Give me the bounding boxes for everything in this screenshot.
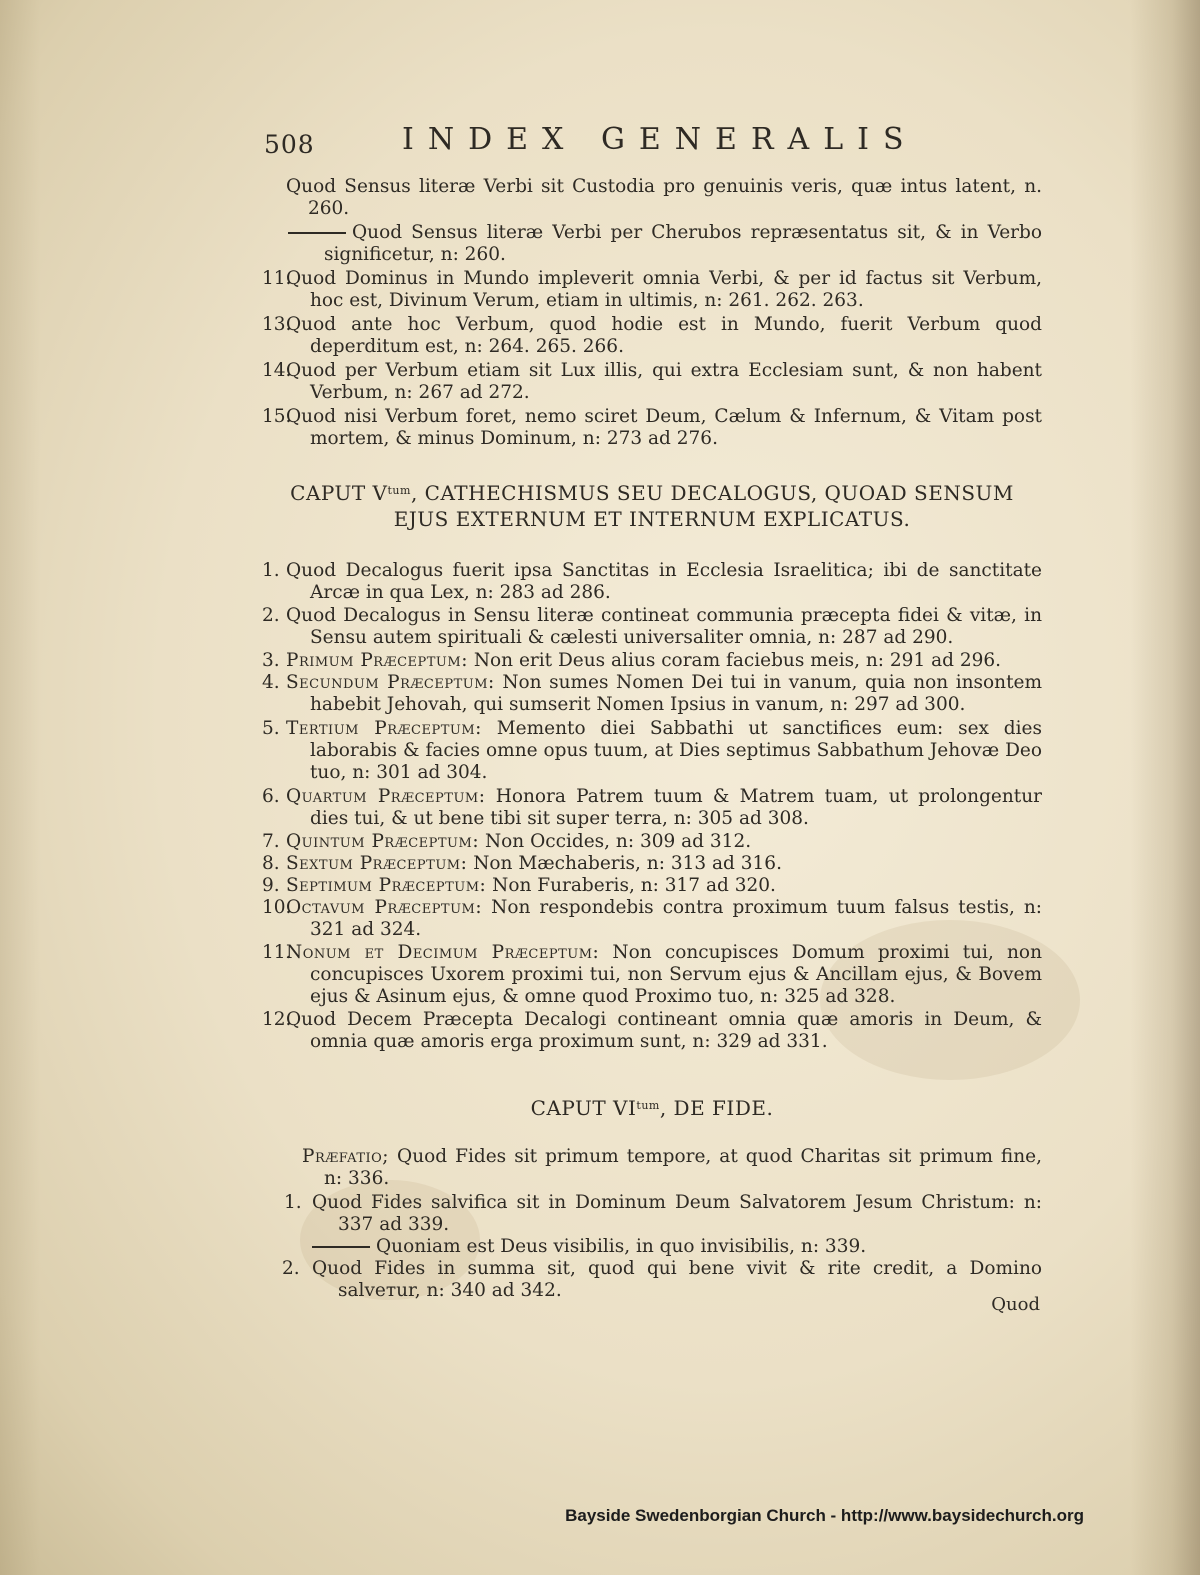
entry-text: Quod nisi Verbum foret, nemo sciret Deum, Cælum & Infernum, & Vitam post mortem, & minus Dominum, n: 273 ad 276. [286, 406, 1042, 449]
index-entry: 8. Sextum Præceptum: Non Mæchaberis, n: 313 ad 316. [262, 853, 782, 874]
entry-text: Quod Dominus in Mundo impleverit omnia Verbi, & per id factus sit Verbum, hoc est, Divinum Verum, etiam in ultimis, n: 261. 262. 263. [286, 268, 1042, 311]
index-entry: 12. Quod Decem Præcepta Decalogi contineant omnia quæ amoris in Deum, & omnia quæ amoris erga proximum sunt, n: 329 ad 331. [262, 1009, 1042, 1052]
precept-label: Quartum Præceptum: [286, 786, 486, 807]
precept-label: Octavum Præceptum: [286, 897, 483, 918]
precept-label: Quintum Præceptum: [286, 831, 480, 852]
index-entry: 13. Quod ante hoc Verbum, quod hodie est in Mundo, fuerit Verbum quod deperditum est, n: 264. 265. 266. [262, 314, 1042, 357]
chapter-heading [262, 478, 1042, 532]
precept-label: Nonum et Decimum Præceptum: [286, 942, 600, 963]
page-number: 508 [264, 130, 315, 159]
dash-rule [288, 232, 346, 234]
chapter-title: , DE FIDE. [659, 1096, 774, 1120]
index-entry: 7. Quintum Præceptum: Non Occides, n: 309 ad 312. [262, 831, 752, 852]
entry-text: Quod Decalogus in Sensu literæ contineat communia præcepta fidei & vitæ, in Sensu autem spirituali & cælesti universaliter omnia, n: 287 ad 290. [286, 605, 1042, 648]
index-entry: 2. Quod Fides in summa sit, quod qui bene vivit & rite credit, a Domino salveтur, n: 340 ad 342. [282, 1258, 1042, 1301]
index-entry: 9. Septimum Præceptum: Non Furaberis, n: 317 ad 320. [262, 875, 776, 896]
praefatio-label: Præfatio; [302, 1146, 390, 1167]
index-entry: 10. Octavum Præceptum: Non respondebis contra proximum tuum falsus testis, n: 321 ad 324. [262, 897, 1043, 940]
precept-label: Secundum Præceptum: [286, 672, 495, 693]
entry-text: Quod Sensus literæ Verbi sit Custodia pro genuinis veris, quæ intus latent, n. 260. [286, 176, 1042, 219]
index-entry: 1. Quod Fides salvifica sit in Dominum Deum Salvatorem Jesum Christum: n: 337 ad 339. [284, 1192, 1042, 1235]
entry-text: Non respondebis contra proximum tuum falsus testis, n: 321 ad 324. [310, 897, 1043, 940]
chapter-title-line2: EJUS EXTERNUM ET INTERNUM EXPLICATUS. [393, 507, 911, 531]
index-entry: 11. Nonum et Decimum Præceptum: Non concupisces Domum proximi tui, non concupisces Uxorem proximi tui, non Servum ejus & Ancillam ejus, & Bovem ejus & Asinum ejus, & omne quod Proximo tuo, n: 325 ad 328. [262, 942, 1042, 1007]
running-head [264, 122, 1044, 166]
index-entry: 5. Tertium Præceptum: Memento diei Sabbathi ut sanctifices eum: sex dies laborabis & facies omne opus tuum, at Dies septimus Sabbathum Jehovæ Deo tuo, n: 301 ad 304. [262, 718, 1042, 783]
index-entry: 2. Quod Decalogus in Sensu literæ contineat communia præcepta fidei & vitæ, in Sensu autem spirituali & cælesti universaliter omnia, n: 287 ad 290. [262, 605, 1042, 648]
chapter-entries [262, 560, 1042, 1053]
chapter-entries [262, 1146, 1042, 1302]
entry-text: Quod Fides salvifica sit in Dominum Deum Salvatorem Jesum Christum: n: 337 ad 339. [312, 1192, 1042, 1235]
precept-label: Sextum Præceptum: [286, 853, 468, 874]
entry-text: Quoniam est Deus visibilis, in quo invisibilis, n: 339. [376, 1236, 867, 1257]
precept-label: Septimum Præceptum: [286, 875, 487, 896]
entry-text: Non Mæchaberis, n: 313 ad 316. [473, 853, 782, 874]
chapter-title: , CATHECHISMUS SEU DECALOGUS, QUOAD SENSUM [410, 481, 1014, 505]
index-entry: 15. Quod nisi Verbum foret, nemo sciret Deum, Cælum & Infernum, & Vitam post mortem, & minus Dominum, n: 273 ad 276. [262, 406, 1042, 449]
precept-label: Primum Præceptum: [286, 650, 468, 671]
index-entry: 1. Quod Decalogus fuerit ipsa Sanctitas in Ecclesia Israelitica; ibi de sanctitate Arcæ in qua Lex, n: 283 ad 286. [262, 560, 1042, 603]
index-entry [262, 1146, 1042, 1190]
index-entry [262, 176, 1042, 220]
index-entry: 4. Secundum Præceptum: Non sumes Nomen Dei tui in vanum, quia non insontem habebit Jehovah, qui sumserit Nomen Ipsius in vanum, n: 297 ad 300. [262, 672, 1043, 715]
catchword: Quod [991, 1294, 1040, 1315]
index-entry [262, 1236, 1042, 1258]
watermark-credit: Bayside Swedenborgian Church - http://www.baysidechurch.org [565, 1506, 1084, 1525]
entry-text: Non concupisces Domum proximi tui, non concupisces Uxorem proximi tui, non Servum ejus & Ancillam ejus, & Bovem ejus & Asinum ejus, & omne quod Proximo tuo, n: 325 ad 328. [310, 942, 1042, 1007]
chapter-superscript: tum [387, 484, 411, 497]
entry-text: Non sumes Nomen Dei tui in vanum, quia non insontem habebit Jehovah, qui sumserit Nomen Ipsius in vanum, n: 297 ad 300. [310, 672, 1043, 715]
entry-text: Quod Decalogus fuerit ipsa Sanctitas in Ecclesia Israelitica; ibi de sanctitate Arcæ in qua Lex, n: 283 ad 286. [286, 560, 1042, 603]
chapter-heading [262, 1093, 1042, 1121]
chapter-prefix: CAPUT VI [530, 1096, 637, 1120]
chapter-superscript: tum [636, 1099, 660, 1112]
entry-text: Honora Patrem tuum & Matrem tuam, ut prolongentur dies tui, & ut bene tibi sit super terra, n: 305 ad 308. [310, 786, 1042, 829]
section-continuation [262, 176, 1042, 450]
entry-text: Quod Decem Præcepta Decalogi contineant omnia quæ amoris in Deum, & omnia quæ amoris erga proximum sunt, n: 329 ad 331. [286, 1009, 1042, 1052]
entry-text: Quod Sensus literæ Verbi per Cherubos repræsentatus sit, & in Verbo significetur, n: 260. [324, 222, 1042, 265]
dash-rule [312, 1246, 370, 1248]
entry-text: Quod Fides sit primum tempore, at quod Charitas sit primum fine, n: 336. [324, 1146, 1042, 1189]
index-entry: 3. Primum Præceptum: Non erit Deus alius coram faciebus meis, n: 291 ad 296. [262, 650, 1002, 671]
entry-text: Memento diei Sabbathi ut sanctifices eum: sex dies laborabis & facies omne opus tuum, at Dies septimus Sabbathum Jehovæ Deo tuo, n: 301 ad 304. [310, 718, 1042, 783]
entry-text: Non Occides, n: 309 ad 312. [484, 831, 752, 852]
entry-text: Non Furaberis, n: 317 ad 320. [492, 875, 776, 896]
index-entry [262, 222, 1042, 266]
entry-text: Quod ante hoc Verbum, quod hodie est in Mundo, fuerit Verbum quod deperditum est, n: 264. 265. 266. [286, 314, 1042, 357]
running-title: INDEX GENERALIS [402, 122, 918, 157]
index-entry: 14. Quod per Verbum etiam sit Lux illis, qui extra Ecclesiam sunt, & non habent Verbum, n: 267 ad 272. [262, 360, 1042, 403]
index-entry: 11. Quod Dominus in Mundo impleverit omnia Verbi, & per id factus sit Verbum, hoc est, Divinum Verum, etiam in ultimis, n: 261. 262. 263. [262, 268, 1042, 311]
entry-text: Non erit Deus alius coram faciebus meis, n: 291 ad 296. [473, 650, 1002, 671]
index-entry: 6. Quartum Præceptum: Honora Patrem tuum & Matrem tuam, ut prolongentur dies tui, & ut bene tibi sit super terra, n: 305 ad 308. [262, 786, 1042, 829]
precept-label: Tertium Præceptum: [286, 718, 482, 739]
page-shadow-left [0, 0, 40, 1575]
chapter-heading-line [262, 478, 1042, 506]
entry-text: Quod per Verbum etiam sit Lux illis, qui extra Ecclesiam sunt, & non habent Verbum, n: 267 ad 272. [286, 360, 1042, 403]
entry-text: Quod Fides in summa sit, quod qui bene vivit & rite credit, a Domino salveтur, n: 340 ad 342. [312, 1258, 1042, 1301]
page-shadow-right [1130, 0, 1200, 1575]
chapter-prefix: CAPUT V [290, 481, 388, 505]
